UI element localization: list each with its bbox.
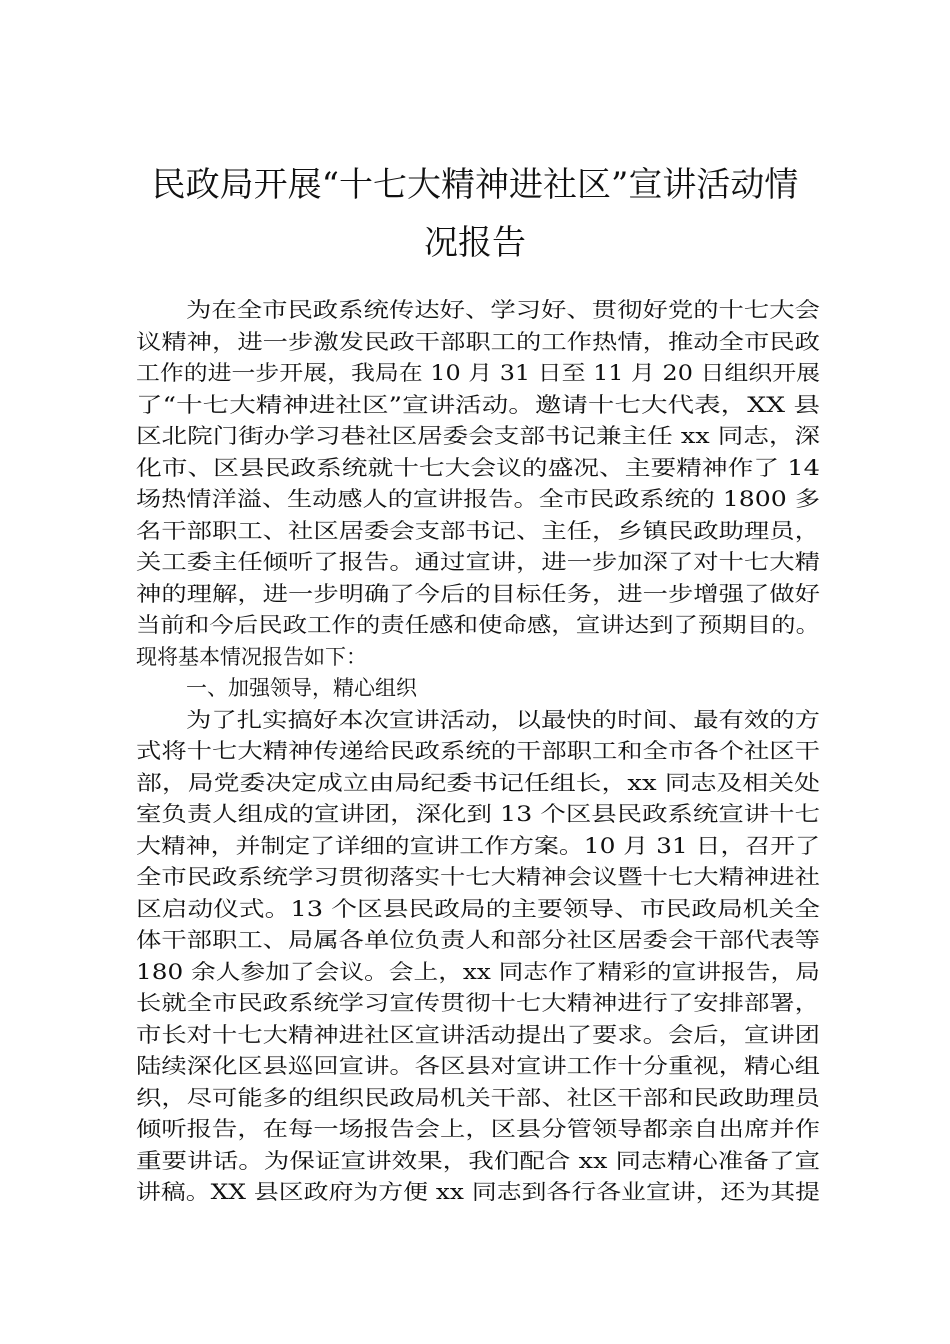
body-line: 倾听报告，在每一场报告会上，区县分管领导都亲自出席并作	[136, 1117, 820, 1141]
document-title-line-2: 况报告	[424, 223, 526, 263]
body-line: 大精神，并制定了详细的宣讲工作方案。10 月 31 日，召开了	[136, 833, 821, 858]
body-line: 全市民政系统学习贯彻落实十七大精神会议暨十七大精神进社	[136, 865, 820, 889]
body-line: 现将基本情况报告如下：	[136, 644, 367, 669]
body-line: 场热情洋溢、生动感人的宣讲报告。全市民政系统的 1800 多	[136, 487, 820, 511]
body-line: 工作的进一步开展，我局在 10 月 31 日至 11 月 20 日组织开展	[136, 361, 820, 385]
body-line: 化市、区县民政系统就十七大会议的盛况、主要精神作了 14	[136, 455, 820, 480]
body-line: 部，局党委决定成立由局纪委书记任组长，xx 同志及相关处	[136, 770, 820, 795]
body-line: 了“十七大精神进社区”宣讲活动。邀请十七大代表，XX 县	[136, 392, 820, 417]
body-line: 重要讲话。为保证宣讲效果，我们配合 xx 同志精心准备了宣	[136, 1148, 821, 1173]
body-line: 体干部职工、局属各单位负责人和部分社区居委会干部代表等	[136, 928, 820, 952]
body-line: 为了扎实搞好本次宣讲活动，以最快的时间、最有效的方	[186, 707, 820, 732]
body-line: 室负责人组成的宣讲团，深化到 13 个区县民政系统宣讲十七	[136, 802, 821, 826]
body-line: 区启动仪式。13 个区县民政局的主要领导、市民政局机关全	[136, 896, 820, 921]
body-line: 关工委主任倾听了报告。通过宣讲，进一步加深了对十七大精	[136, 550, 820, 574]
body-line: 市长对十七大精神进社区宣讲活动提出了要求。会后，宣讲团	[136, 1022, 820, 1047]
body-line: 区北院门街办学习巷社区居委会支部书记兼主任 xx 同志，深	[136, 424, 821, 448]
body-line: 讲稿。XX 县区政府为方便 xx 同志到各行各业宣讲，还为其提	[136, 1180, 821, 1204]
body-line: 式将十七大精神传递给民政系统的干部职工和全市各个社区干	[136, 739, 820, 763]
body-line: 名干部职工、社区居委会支部书记、主任，乡镇民政助理员，	[136, 518, 820, 543]
document-title-line-1: 民政局开展“十七大精神进社区”宣讲活动情	[151, 165, 799, 205]
body-line: 当前和今后民政工作的责任感和使命感，宣讲达到了预期目的。	[136, 613, 821, 637]
body-line: 织，尽可能多的组织民政局机关干部、社区干部和民政助理员	[136, 1085, 820, 1110]
body-line: 神的理解，进一步明确了今后的目标任务，进一步增强了做好	[136, 581, 820, 606]
body-line: 180 余人参加了会议。会上，xx 同志作了精彩的宣讲报告，局	[136, 959, 820, 984]
body-line: 一、加强领导，精心组织	[186, 676, 417, 700]
body-line: 长就全市民政系统学习宣传贯彻十七大精神进行了安排部署，	[136, 991, 820, 1015]
body-line: 陆续深化区县巡回宣讲。各区县对宣讲工作十分重视，精心组	[136, 1054, 820, 1078]
body-line: 议精神，进一步激发民政干部职工的工作热情，推动全市民政	[136, 329, 820, 354]
body-line: 为在全市民政系统传达好、学习好、贯彻好党的十七大会	[186, 298, 820, 322]
